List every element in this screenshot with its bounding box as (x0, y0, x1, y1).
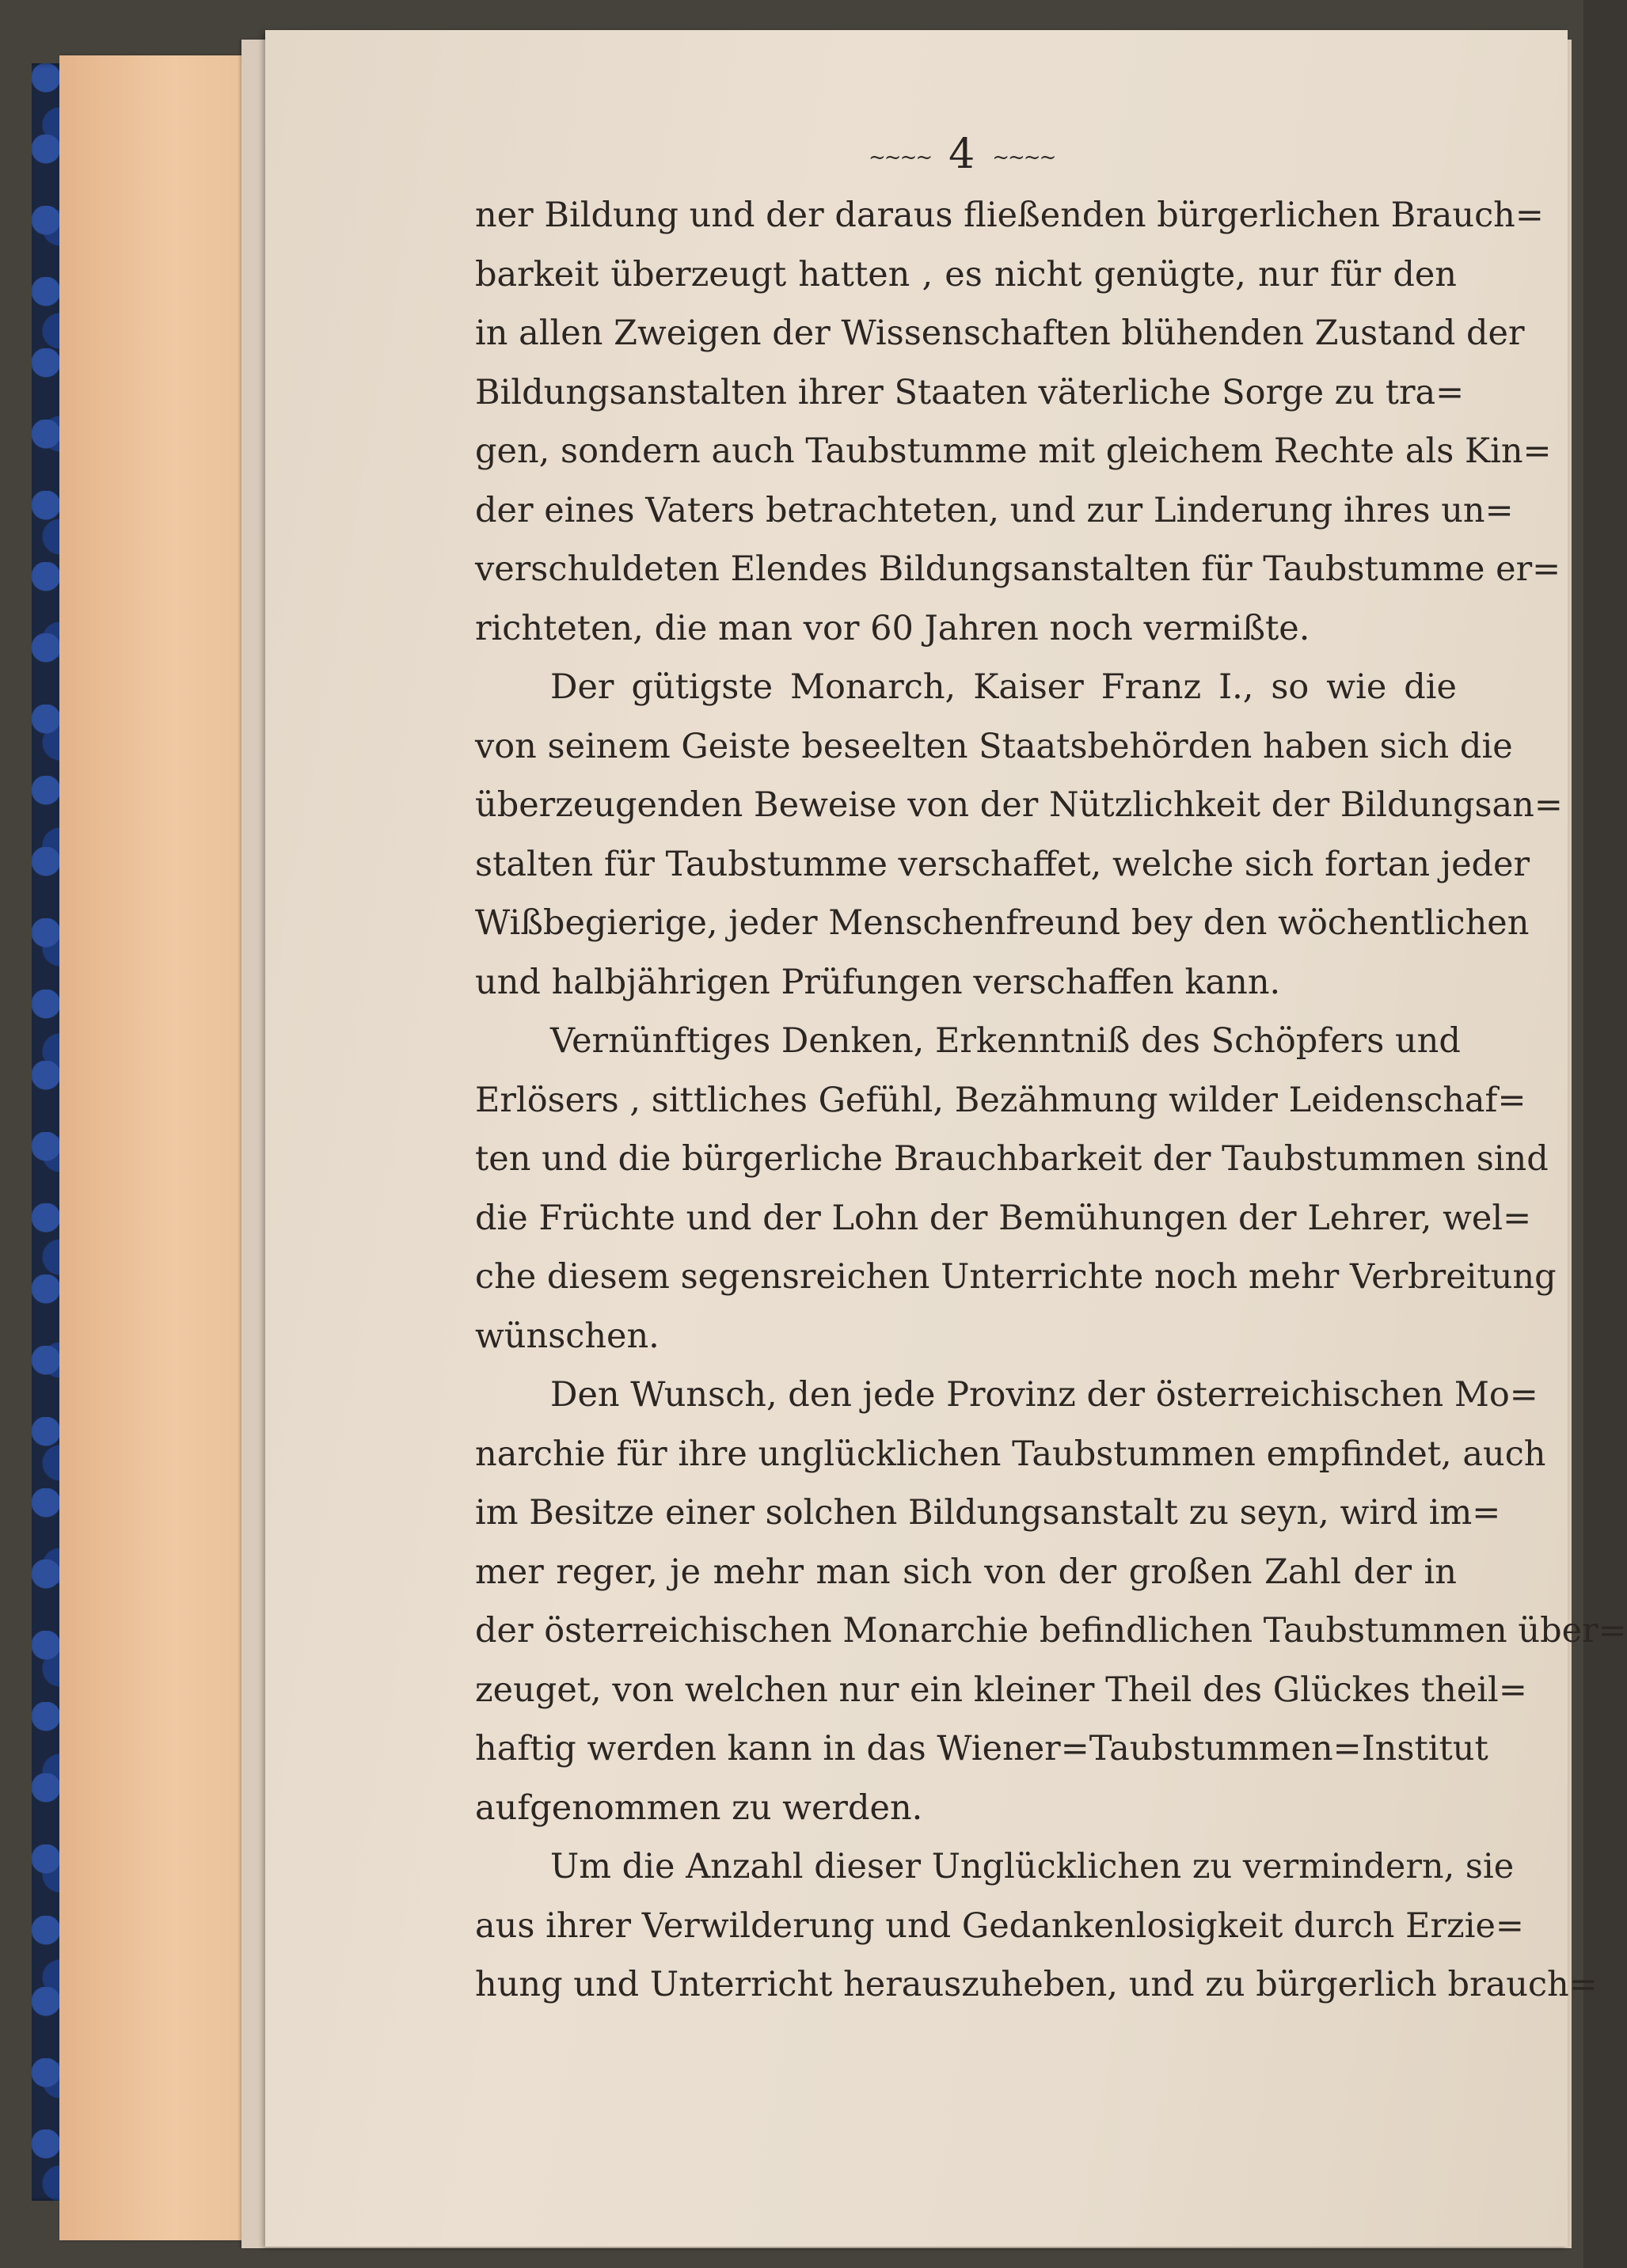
text-line: narchie für ihre unglücklichen Taubstummen empfindet, auch (475, 1434, 1546, 1474)
page-number: 4 (948, 131, 975, 178)
text-line: von seinem Geiste beseelten Staatsbehörden haben sich die (475, 726, 1513, 766)
text-line: gen, sondern auch Taubstumme mit gleichem Rechte als Kin= (475, 431, 1552, 471)
page-body-text (475, 186, 1627, 2015)
text-line: der eines Vaters betrachteten, und zur Linderung ihres un= (475, 490, 1514, 530)
page-number-header (851, 131, 1057, 178)
text-line: die Früchte und der Lohn der Bemühungen der Lehrer, wel= (475, 1198, 1532, 1238)
text-line: barkeit überzeugt hatten , es nicht genügte, nur für den (475, 254, 1457, 294)
text-line: ten und die bürgerliche Brauchbarkeit der Taubstummen sind (475, 1139, 1549, 1179)
text-line: wünschen. (475, 1316, 660, 1356)
text-line: Um die Anzahl dieser Unglücklichen zu vermindern, sie (550, 1847, 1515, 1886)
text-line: richteten, die man vor 60 Jahren noch vermißte. (475, 608, 1310, 648)
text-line: aufgenommen zu werden. (475, 1787, 923, 1828)
text-line: der österreichischen Monarchie befindlichen Taubstummen über= (475, 1611, 1627, 1651)
text-line: Vernünftiges Denken, Erkenntniß des Schöpfers und (550, 1021, 1461, 1061)
text-line: überzeugenden Beweise von der Nützlichkeit der Bildungsan= (475, 785, 1563, 825)
text-line: zeuget, von welchen nur ein kleiner Theil des Glückes theil= (475, 1670, 1527, 1710)
text-line: che diesem segensreichen Unterrichte noch mehr Verbreitung (475, 1257, 1557, 1297)
text-line: stalten für Taubstumme verschaffet, welche sich fortan jeder (475, 844, 1530, 884)
text-line: Der gütigste Monarch, Kaiser Franz I., so wie die (550, 667, 1457, 707)
text-line: ner Bildung und der daraus fließenden bürgerlichen Brauch= (475, 196, 1544, 235)
ornament-right: ~~~~ (992, 145, 1055, 169)
text-line: und halbjährigen Prüfungen verschaffen kann. (475, 962, 1281, 1002)
text-line: aus ihrer Verwilderung und Gedankenlosigkeit durch Erzie= (475, 1905, 1524, 1946)
ornament-left: ~~~~ (869, 145, 932, 169)
text-line: hung und Unterricht herauszuheben, und zu bürgerlich brauch= (475, 1965, 1598, 2004)
text-line: Wißbegierige, jeder Menschenfreund bey den wöchentlichen (475, 903, 1530, 943)
text-line: im Besitze einer solchen Bildungsanstalt zu seyn, wird im= (475, 1493, 1501, 1533)
text-line: in allen Zweigen der Wissenschaften blühenden Zustand der (475, 313, 1525, 353)
text-line: verschuldeten Elendes Bildungsanstalten für Taubstumme er= (475, 549, 1561, 589)
text-line: Bildungsanstalten ihrer Staaten väterliche Sorge zu tra= (475, 372, 1465, 412)
text-line: Den Wunsch, den jede Provinz der österreichischen Mo= (550, 1375, 1538, 1415)
text-line: mer reger, je mehr man sich von der großen Zahl der in (475, 1552, 1457, 1592)
text-line: haftig werden kann in das Wiener=Taubstummen=Institut (475, 1729, 1488, 1768)
text-line: Erlösers , sittliches Gefühl, Bezähmung wilder Leidenschaf= (475, 1080, 1526, 1120)
